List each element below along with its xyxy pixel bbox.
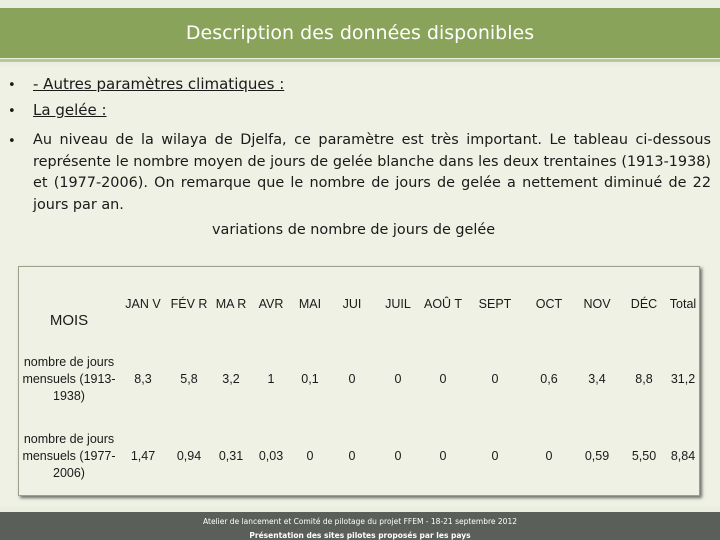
description-paragraph: Au niveau de la wilaya de Djelfa, ce paramètre est très important. Le tableau ci-dessous représente le nombre moyen de jours de gelée blanche dans les deux trentaines (1913-1938) et (1977-2006). On remarque que le nombre de jours de gelée a nettement diminué de 22 jours par an.: [33, 132, 711, 213]
table-cell: 5,8: [180, 372, 198, 386]
table-cell: 8,8: [635, 372, 653, 386]
table-cell: 31,2: [670, 372, 696, 386]
table-cell: 1,47: [130, 449, 156, 463]
month-header: MAI: [298, 297, 322, 311]
footer-event-text: Atelier de lancement et Comité de pilotage du projet FFEM - 18-21 septembre 2012: [203, 517, 517, 526]
table-cell: 0: [394, 372, 402, 386]
month-header: OCT: [535, 297, 563, 311]
table-cell: 0: [394, 449, 402, 463]
table-cell: 0: [491, 372, 499, 386]
table-cell: 8,3: [134, 372, 152, 386]
table-caption: variations de nombre de jours de gelée: [212, 222, 496, 238]
row-label: nombre de jours mensuels (1977-2006): [22, 431, 116, 480]
table-corner-label: MOIS: [49, 312, 89, 329]
footer-subtitle-text: Présentation des sites pilotes proposés par les pays: [249, 531, 471, 540]
month-header: MA R: [215, 297, 247, 311]
slide-header: [0, 8, 720, 58]
month-header: JAN V: [125, 297, 161, 311]
table-cell: 0: [348, 449, 356, 463]
frost-days-table: [19, 267, 699, 495]
table-cell: 0,31: [218, 449, 244, 463]
month-header: AOÛ T: [424, 297, 462, 311]
table-cell: 0,94: [176, 449, 202, 463]
table-cell: 3,4: [588, 372, 606, 386]
month-header: FÉV R: [170, 297, 208, 311]
bullet-icon: •: [8, 134, 16, 149]
slide-title: Description des données disponibles: [185, 22, 535, 44]
table-cell: 0: [306, 449, 314, 463]
month-header: NOV: [583, 297, 611, 311]
table-row: [19, 417, 699, 495]
frost-table-container: [18, 266, 700, 496]
table-cell: 5,50: [631, 449, 657, 463]
table-cell: 0,6: [540, 372, 558, 386]
table-cell: 0,59: [584, 449, 610, 463]
bullet-text-climate: - Autres paramètres climatiques :: [33, 75, 285, 93]
table-cell: 0,03: [258, 449, 284, 463]
month-header: SEPT: [478, 297, 512, 311]
month-header: Total: [669, 297, 697, 311]
bullet-text-frost: La gelée :: [33, 101, 107, 119]
table-cell: 1: [267, 372, 275, 386]
bullet-icon: •: [8, 78, 16, 93]
table-cell: 0,1: [301, 372, 319, 386]
table-cell: 0: [348, 372, 356, 386]
table-header-row: [19, 267, 699, 341]
month-header: JUIL: [385, 297, 411, 311]
table-cell: 3,2: [222, 372, 240, 386]
table-cell: 0: [439, 372, 447, 386]
table-cell: 0: [491, 449, 499, 463]
header-divider: [0, 59, 720, 62]
table-cell: 8,84: [670, 449, 696, 463]
month-header: DÉC: [630, 297, 658, 311]
month-header: JUI: [342, 297, 362, 311]
bullet-icon: •: [8, 104, 16, 119]
month-header: AVR: [258, 297, 284, 311]
table-cell: 0: [439, 449, 447, 463]
table-row: [19, 341, 699, 417]
table-cell: 0: [545, 449, 553, 463]
row-label: nombre de jours mensuels (1913-1938): [22, 354, 116, 403]
